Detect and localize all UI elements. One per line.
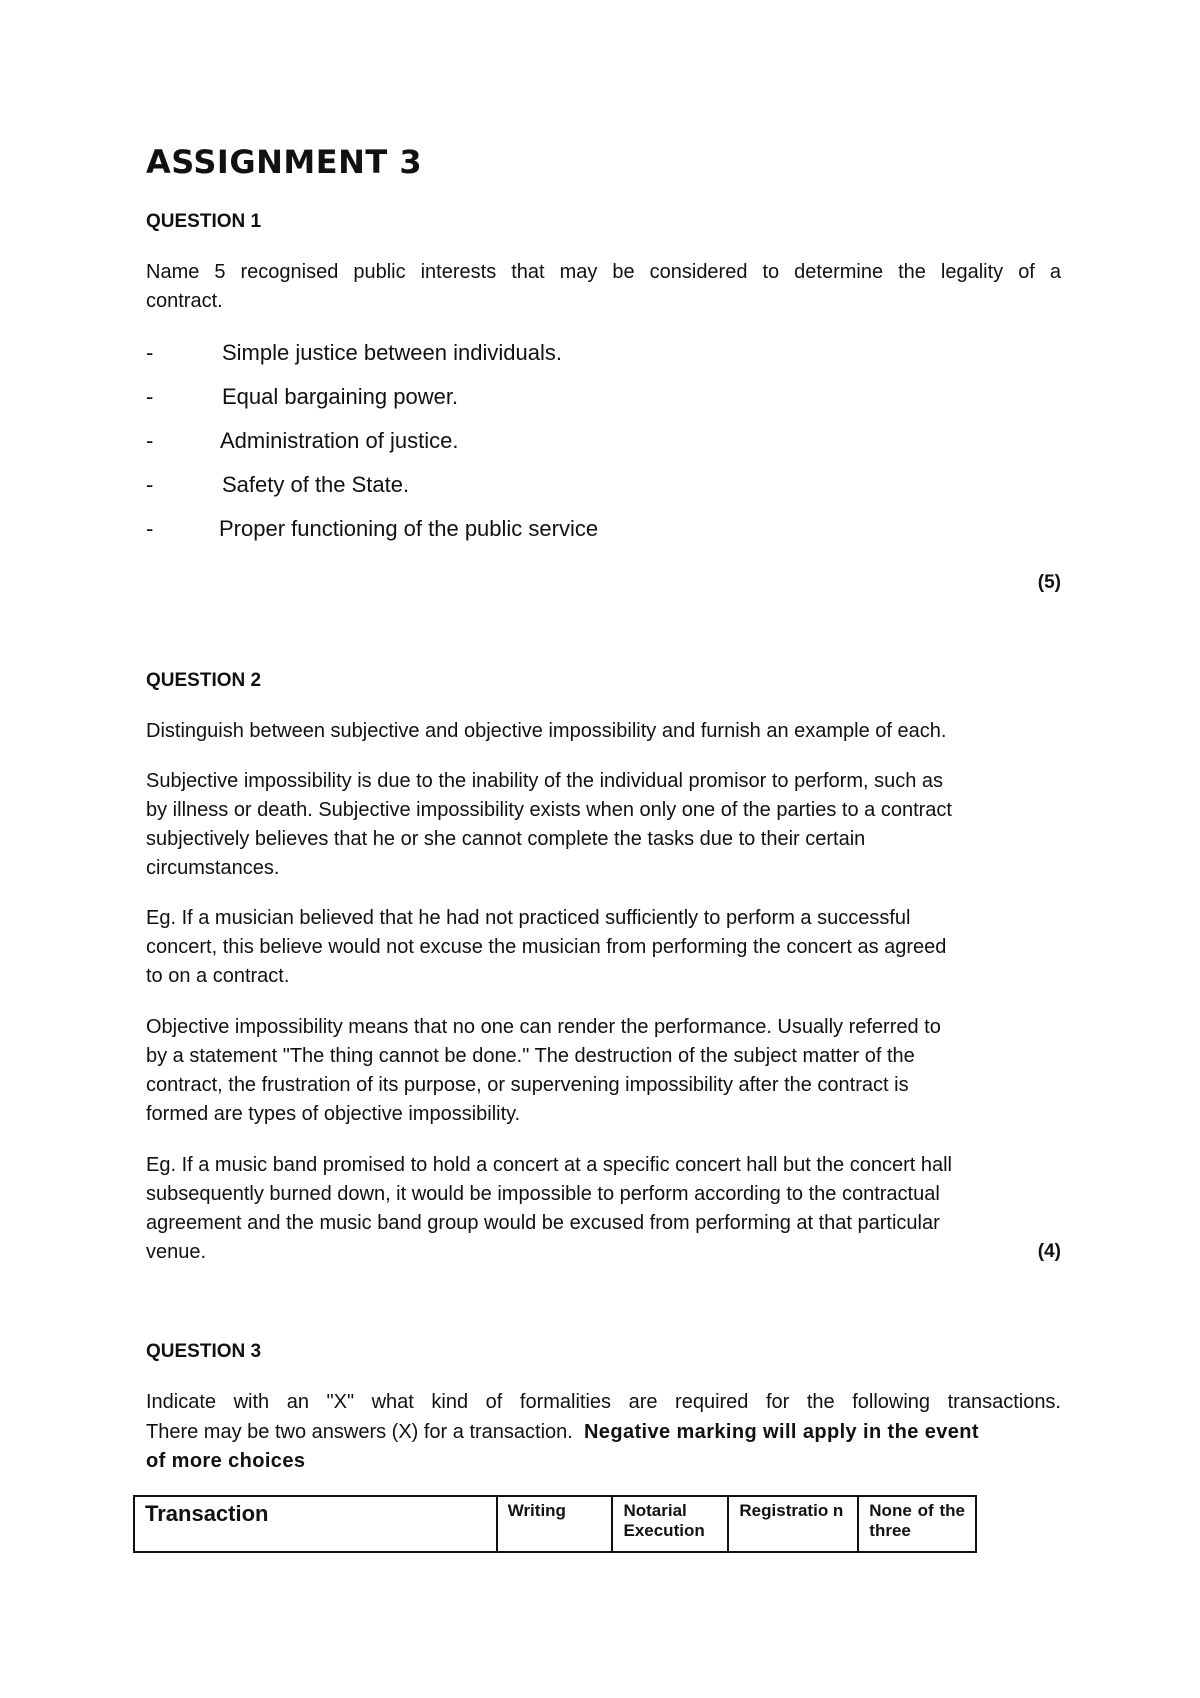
formalities-table: [133, 1495, 977, 1553]
paragraph-line: agreement and the music band group would be excused from performing at that particular: [146, 1212, 940, 1234]
paragraph-line: formed are types of objective impossibility.: [146, 1103, 521, 1125]
question-2-prompt: Distinguish between subjective and objective impossibility and furnish an example of each.: [146, 720, 947, 742]
paragraph-line: venue.: [146, 1241, 207, 1263]
paragraph-line: subsequently burned down, it would be impossible to perform according to the contractual: [146, 1183, 940, 1205]
header-writing: Writing: [497, 1496, 613, 1552]
header-none-of-the-three: None of the three: [858, 1496, 976, 1552]
header-transaction: Transaction: [134, 1496, 497, 1552]
question-2-heading: QUESTION 2: [146, 670, 262, 691]
question-1-prompt-line-1: Name 5 recognised public interests that may be considered to determine the legality of a: [146, 261, 1061, 283]
list-dash: -: [146, 516, 154, 541]
list-item: [146, 516, 846, 546]
list-dash: -: [146, 340, 154, 365]
paragraph-line: Subjective impossibility is due to the inability of the individual promisor to perform, such as: [146, 770, 944, 792]
list-dash: -: [146, 428, 154, 453]
list-item: [146, 340, 846, 370]
question-3-heading: QUESTION 3: [146, 1341, 262, 1362]
list-item: [146, 428, 846, 458]
paragraph-line: circumstances.: [146, 857, 280, 879]
header-notarial-execution: Notarial Execution: [612, 1496, 728, 1552]
paragraph-line: to on a contract.: [146, 965, 290, 987]
list-item-text: Safety of the State.: [222, 472, 410, 497]
list-item: [146, 472, 846, 502]
question-2-marks: (4): [1037, 1241, 1061, 1262]
list-item-text: Simple justice between individuals.: [222, 340, 562, 365]
paragraph-line: by illness or death. Subjective impossibility exists when only one of the parties to a contract: [146, 799, 952, 821]
paragraph-line: contract, the frustration of its purpose, or supervening impossibility after the contract is: [146, 1074, 909, 1096]
paragraph-line: Objective impossibility means that no one can render the performance. Usually referred to: [146, 1016, 941, 1038]
question-3-negative-marking-warning: Negative marking will apply in the event: [583, 1421, 979, 1443]
list-item-text: Equal bargaining power.: [222, 384, 459, 409]
paragraph-line: Eg. If a music band promised to hold a concert at a specific concert hall but the concert hall: [146, 1154, 952, 1176]
question-3-prompt-line-1: Indicate with an "X" what kind of formalities are required for the following transactions.: [146, 1391, 1061, 1413]
assignment-title: ASSIGNMENT 3: [146, 143, 423, 181]
paragraph-line: Eg. If a musician believed that he had not practiced sufficiently to perform a successful: [146, 907, 911, 929]
question-3-prompt-line-3: of more choices: [146, 1450, 306, 1472]
paragraph-line: by a statement "The thing cannot be done." The destruction of the subject matter of the: [146, 1045, 915, 1067]
list-item-text: Proper functioning of the public service: [219, 516, 599, 541]
header-registration: Registratio n: [728, 1496, 858, 1552]
table-header-row: [134, 1496, 976, 1552]
list-item-text: Administration of justice.: [220, 428, 459, 453]
question-1-heading: QUESTION 1: [146, 211, 262, 232]
list-item: [146, 384, 846, 414]
question-1-prompt-line-2: contract.: [146, 290, 223, 312]
question-3-prompt-plain: There may be two answers (X) for a transaction.: [146, 1421, 573, 1443]
question-3-prompt-line-2: [146, 1418, 1061, 1447]
paragraph-line: concert, this believe would not excuse the musician from performing the concert as agreed: [146, 936, 947, 958]
list-dash: -: [146, 384, 154, 409]
paragraph-line: subjectively believes that he or she cannot complete the tasks due to their certain: [146, 828, 866, 850]
list-dash: -: [146, 472, 154, 497]
question-1-marks: (5): [1037, 572, 1061, 593]
